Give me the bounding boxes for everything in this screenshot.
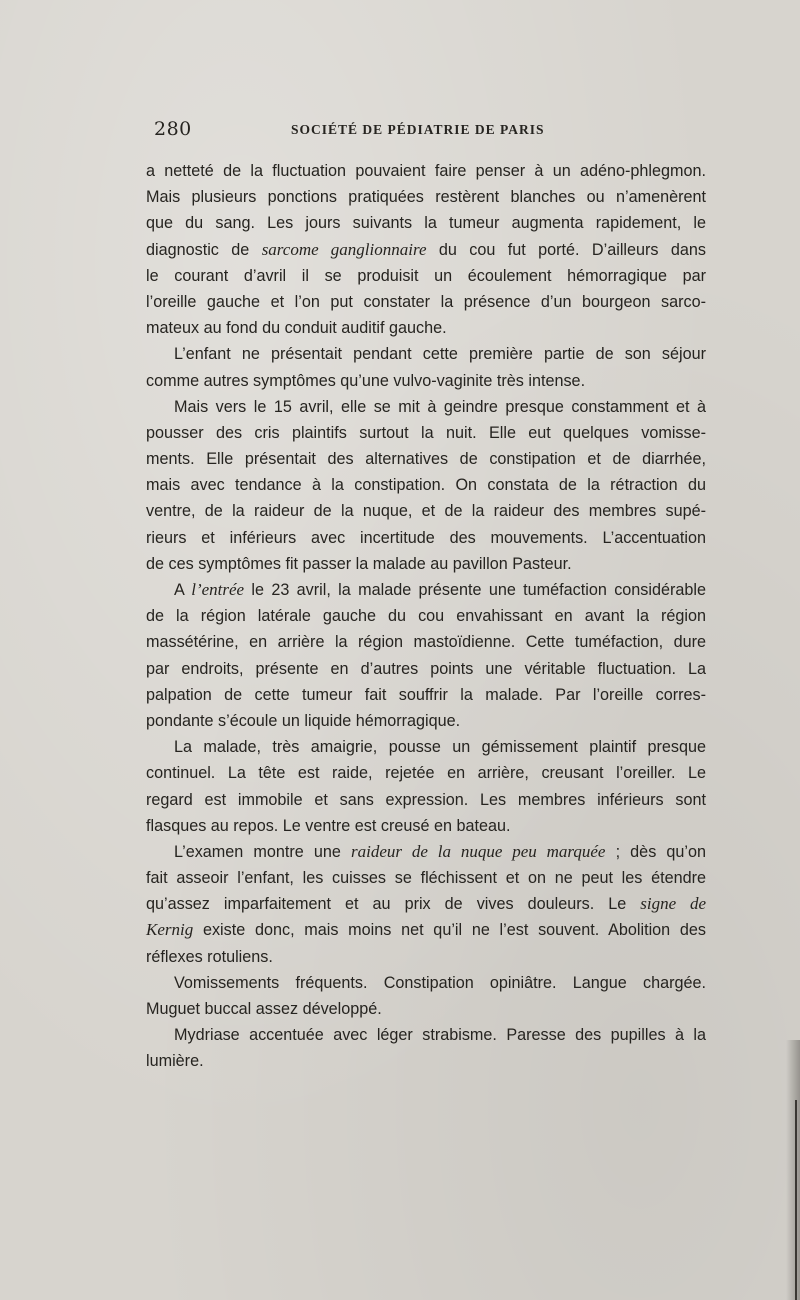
text-segment: pondante s’écoule un liquide hémorragique. bbox=[146, 711, 461, 730]
page-edge-line bbox=[795, 1100, 797, 1300]
text-segment: lumière. bbox=[146, 1052, 204, 1071]
text-line bbox=[146, 498, 706, 524]
italic-text: Kernig bbox=[146, 920, 194, 940]
text-segment: rieurs et inférieurs avec incertitude des mouvements. L’accentuation bbox=[146, 528, 706, 547]
text-line bbox=[146, 394, 706, 420]
text-line bbox=[146, 237, 706, 263]
italic-text: sarcome ganglionnaire bbox=[261, 239, 427, 259]
text-line bbox=[146, 839, 706, 865]
text-segment: continuel. La tête est raide, rejetée en arrière, creusant l’oreiller. Le bbox=[146, 764, 706, 783]
text-segment: L’examen montre une bbox=[174, 842, 351, 861]
paragraph bbox=[146, 734, 706, 839]
text-line bbox=[146, 734, 706, 760]
text-line bbox=[146, 184, 706, 210]
paragraph bbox=[146, 158, 706, 341]
text-line bbox=[146, 210, 706, 236]
text-segment: pousser des cris plaintifs surtout la nuit. Elle eut quelques vomisse- bbox=[146, 423, 706, 442]
text-segment: ; dès qu’on bbox=[605, 842, 706, 861]
italic-text: l’entrée bbox=[191, 580, 245, 599]
text-segment: Mydriase accentuée avec léger strabisme. Paresse des pupilles à la bbox=[174, 1026, 706, 1045]
text-segment: du cou fut porté. D’ailleurs dans bbox=[426, 240, 706, 259]
text-segment: de ces symptômes fit passer la malade au pavillon Pasteur. bbox=[146, 554, 572, 573]
text-segment: qu’assez imparfaitement et au prix de vives douleurs. Le bbox=[146, 895, 641, 914]
text-segment: Muguet buccal assez développé. bbox=[146, 1000, 382, 1018]
page-edge-shadow bbox=[786, 1040, 800, 1300]
text-segment: Mais plusieurs ponctions pratiquées restèrent blanches ou n’amenèrent bbox=[146, 188, 706, 207]
text-segment: le 23 avril, la malade présente une tuméfaction considérable bbox=[244, 581, 706, 599]
text-line bbox=[146, 420, 706, 446]
text-segment: regard est immobile et sans expression. Les membres inférieurs sont bbox=[146, 790, 706, 809]
text-line bbox=[146, 970, 706, 996]
text-segment: ments. Elle présentait des alternatives de constipation et de diarrhée, bbox=[146, 450, 706, 469]
text-segment: l’oreille gauche et l’on put constater la présence d’un bourgeon sarco- bbox=[146, 292, 706, 311]
text-line bbox=[146, 551, 706, 577]
text-line bbox=[146, 603, 706, 629]
paragraph bbox=[146, 577, 706, 734]
italic-text: raideur de la nuque peu marquée bbox=[351, 841, 606, 861]
text-segment: de la région latérale gauche du cou envahissant en avant la région bbox=[146, 607, 706, 626]
text-segment: mateux au fond du conduit auditif gauche. bbox=[146, 319, 447, 338]
text-line bbox=[146, 368, 706, 394]
paragraph bbox=[146, 1022, 706, 1074]
text-segment: palpation de cette tumeur fait souffrir la malade. Par l’oreille corres- bbox=[146, 685, 706, 704]
text-segment: fait asseoir l’enfant, les cuisses se fléchissent et on ne peut les étendre bbox=[146, 869, 706, 888]
text-line bbox=[146, 708, 706, 734]
text-line bbox=[146, 315, 706, 341]
text-segment: réflexes rotuliens. bbox=[146, 947, 273, 966]
text-segment: comme autres symptômes qu’une vulvo-vaginite très intense. bbox=[146, 371, 586, 390]
running-head-title: SOCIÉTÉ DE PÉDIATRIE DE PARIS bbox=[291, 122, 545, 137]
text-line bbox=[146, 446, 706, 472]
text-line bbox=[146, 996, 706, 1022]
text-line bbox=[146, 289, 706, 315]
text-line bbox=[146, 525, 706, 551]
text-line bbox=[146, 1022, 706, 1048]
text-line bbox=[146, 865, 706, 891]
text-segment: A bbox=[174, 581, 192, 599]
text-line bbox=[146, 158, 706, 184]
text-line bbox=[146, 577, 706, 603]
text-segment: Mais vers le 15 avril, elle se mit à geindre presque constamment et à bbox=[174, 397, 706, 416]
text-segment: flasques au repos. Le ventre est creusé en bateau. bbox=[146, 816, 511, 835]
text-line bbox=[146, 891, 706, 917]
text-line bbox=[146, 682, 706, 708]
text-line bbox=[146, 787, 706, 813]
paragraph bbox=[146, 394, 706, 577]
text-segment: par endroits, présente en d’autres points une véritable fluctuation. La bbox=[146, 659, 706, 678]
text-line bbox=[146, 813, 706, 839]
body-text bbox=[146, 158, 706, 1075]
text-segment: diagnostic de bbox=[146, 240, 262, 259]
paragraph bbox=[146, 970, 706, 1022]
text-line bbox=[146, 917, 706, 943]
running-head bbox=[154, 118, 714, 148]
text-segment: ventre, de la raideur de la nuque, et de la raideur des membres supé- bbox=[146, 502, 706, 521]
text-segment: Vomissements fréquents. Constipation opiniâtre. Langue chargée. bbox=[174, 973, 706, 992]
paragraph bbox=[146, 341, 706, 393]
paragraph bbox=[146, 839, 706, 970]
page-number: 280 bbox=[154, 118, 192, 140]
text-line bbox=[146, 760, 706, 786]
text-line bbox=[146, 944, 706, 970]
text-segment: La malade, très amaigrie, pousse un gémissement plaintif presque bbox=[174, 738, 706, 757]
text-segment: que du sang. Les jours suivants la tumeur augmenta rapidement, le bbox=[146, 214, 706, 233]
text-line bbox=[146, 263, 706, 289]
text-line bbox=[146, 1048, 706, 1074]
text-segment: massétérine, en arrière la région mastoïdienne. Cette tuméfaction, dure bbox=[146, 633, 706, 652]
text-line bbox=[146, 341, 706, 367]
text-segment: L’enfant ne présentait pendant cette première partie de son séjour bbox=[174, 345, 706, 364]
text-segment: existe donc, mais moins net qu’il ne l’est souvent. Abolition des bbox=[193, 921, 706, 940]
text-segment: a netteté de la fluctuation pouvaient faire penser à un adéno-phlegmon. bbox=[146, 162, 706, 180]
text-segment: le courant d’avril il se produisit un écoulement hémorragique par bbox=[146, 266, 706, 285]
text-line bbox=[146, 629, 706, 655]
italic-text: signe de bbox=[640, 894, 706, 914]
text-line bbox=[146, 656, 706, 682]
text-line bbox=[146, 472, 706, 498]
text-segment: mais avec tendance à la constipation. On constata de la rétraction du bbox=[146, 476, 706, 495]
